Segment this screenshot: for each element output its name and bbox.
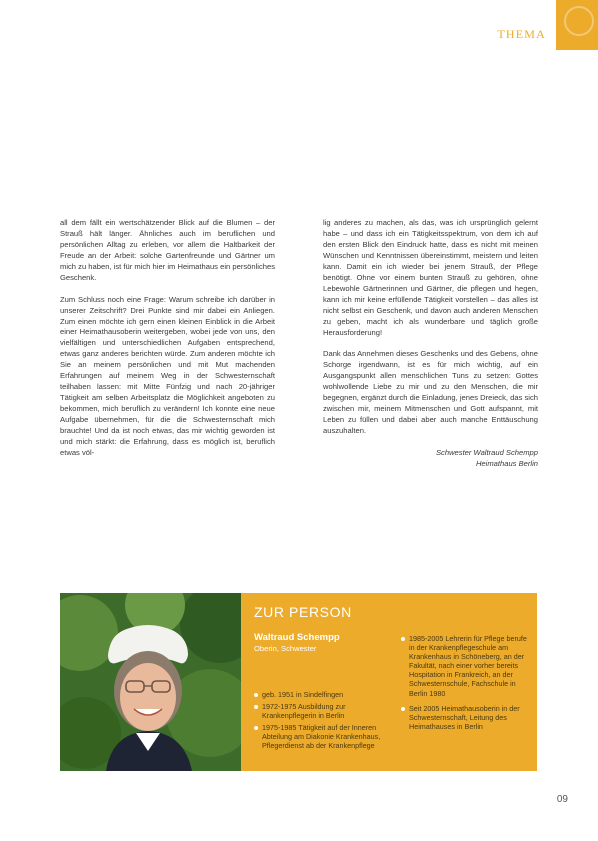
page-number: 09 <box>556 794 568 805</box>
profile-heading: ZUR PERSON <box>254 604 352 620</box>
profile-role: Oberin, Schwester <box>254 644 317 653</box>
profile-left-column <box>254 632 388 754</box>
section-corner-tab <box>556 0 598 50</box>
portrait-illustration <box>60 593 241 771</box>
author-name: Schwester Waltraud Schempp <box>435 447 538 457</box>
article-paragraph: Zum Schluss noch eine Frage: Warum schreibe ich darüber in unserer Zeitschrift? Drei Punkte sind mir dabei ein Anliegen. Zum einen möchte ich gern einen kleinen Einblick in die Arbeit einer Heimathausoberin weitergeben, wobei jede von uns, den vielfältigen und unterschiedlichen Aufgaben entsprechend, etwas ganz anderes berichten würde. Zum anderen möchte ich Sie an meinem persönlichen und mit Mut machenden Erfahrungen auf meinem Weg in der Schwesternschaft teilhaben lassen: mit Mitte Fünfzig und nach 20-jähriger Tätigkeit am selben Arbeitsplatz die Möglichkeit angeboten zu bekommen, mich beruflich zu verändern! Ich konnte eine neue Aufgabe übernehmen, für die die Schwesternschaft mich brauchte! Und da ist noch etwas, das mir wichtig geworden ist und mich stärkt: die Erfahrung, dass es möglich ist, beruflich etwas völ- <box>60 294 275 457</box>
profile-box <box>241 593 537 771</box>
article-column-right <box>323 218 538 470</box>
profile-list-left <box>254 690 388 751</box>
article-body <box>60 218 538 470</box>
profile-list-item: 1985-2005 Lehrerin für Pflege berufe in der Krankenpflegeschule am Krankenhaus in Schöneberg, an der Fakultät, nach einer vorher bereits Hospitation in Frankreich, an der Schwesternschule, Fachschule in Berlin 1980 <box>401 634 527 698</box>
article-paragraph: all dem fällt ein wertschätzender Blick auf die Blumen – der Strauß hält länger. Ähnliches auch im beruflichen und persönlichen Alltag zu erleben, vor allem die Haltbarkeit der Freude an der Arbeit: solche Gartenfreunde und Gärtner um mich zu haben, ist für mich hier im Heimathaus ein persönliches Geschenk. <box>60 218 275 282</box>
profile-list-right <box>401 634 527 737</box>
article-paragraph: Dank das Annehmen dieses Geschenks und des Gebens, ohne Schorge irgendwann, ist es für mich wichtig, auf ein Ausgangspunkt allen menschlichen Tuns zu setzen: Gottes wohlwollende Liebe zu mir und zu den Menschen, die mir begegnen, ergänzt durch die Einladung, jenes Dreieck, das sich zwischen mir, meinem Mitmenschen und Gott aufspannt, mit Leben zu füllen und dabei aber auch manche Enttäuschung auszuhalten. <box>323 349 538 436</box>
profile-list-item: Seit 2005 Heimathausoberin in der Schwesternschaft, Leitung des Heimathauses in Berlin <box>401 704 527 731</box>
portrait-photo <box>60 593 241 771</box>
profile-list-item: geb. 1951 in Sindelfingen <box>254 690 388 699</box>
profile-list-item: 1975-1985 Tätigkeit auf der Inneren Abteilung am Diakonie Krankenhaus, Pflegerdienst ab der Krankenpflege <box>254 723 388 750</box>
article-paragraph: lig anderes zu machen, als das, was ich ursprünglich gelernt habe – und dass ich ein Tätigkeitsspektrum, von dem ich auf den ersten Blick den Eindruck hatte, dass es nicht mit meinen Wünschen und Kenntnissen übereinstimmt, meistern und leiten kann. Damit ein ich wieder bei jenem Strauß, der Pflege benötigt. Ohne vor einem bunten Strauß zu gehören, ohne Lebewohle Gärtnerinnen und Gärtner, die pflegen und hegen, kann ich mir keine erfüllende Tätigkeit vorstellen – das alles ist nicht selbst ein Geschenk, und davon auch anderen Menschen zu geben, macht ich als wunderbare und täglich große Herausforderung! <box>323 218 538 337</box>
profile-list-item: 1972-1975 Ausbildung zur Krankenpflegerin in Berlin <box>254 702 388 720</box>
author-signature <box>323 448 538 470</box>
article-column-left <box>60 218 275 470</box>
author-affiliation: Heimathaus Berlin <box>475 458 538 468</box>
section-label: THEMA <box>497 27 546 41</box>
profile-name: Waltraud Schempp <box>254 632 340 643</box>
